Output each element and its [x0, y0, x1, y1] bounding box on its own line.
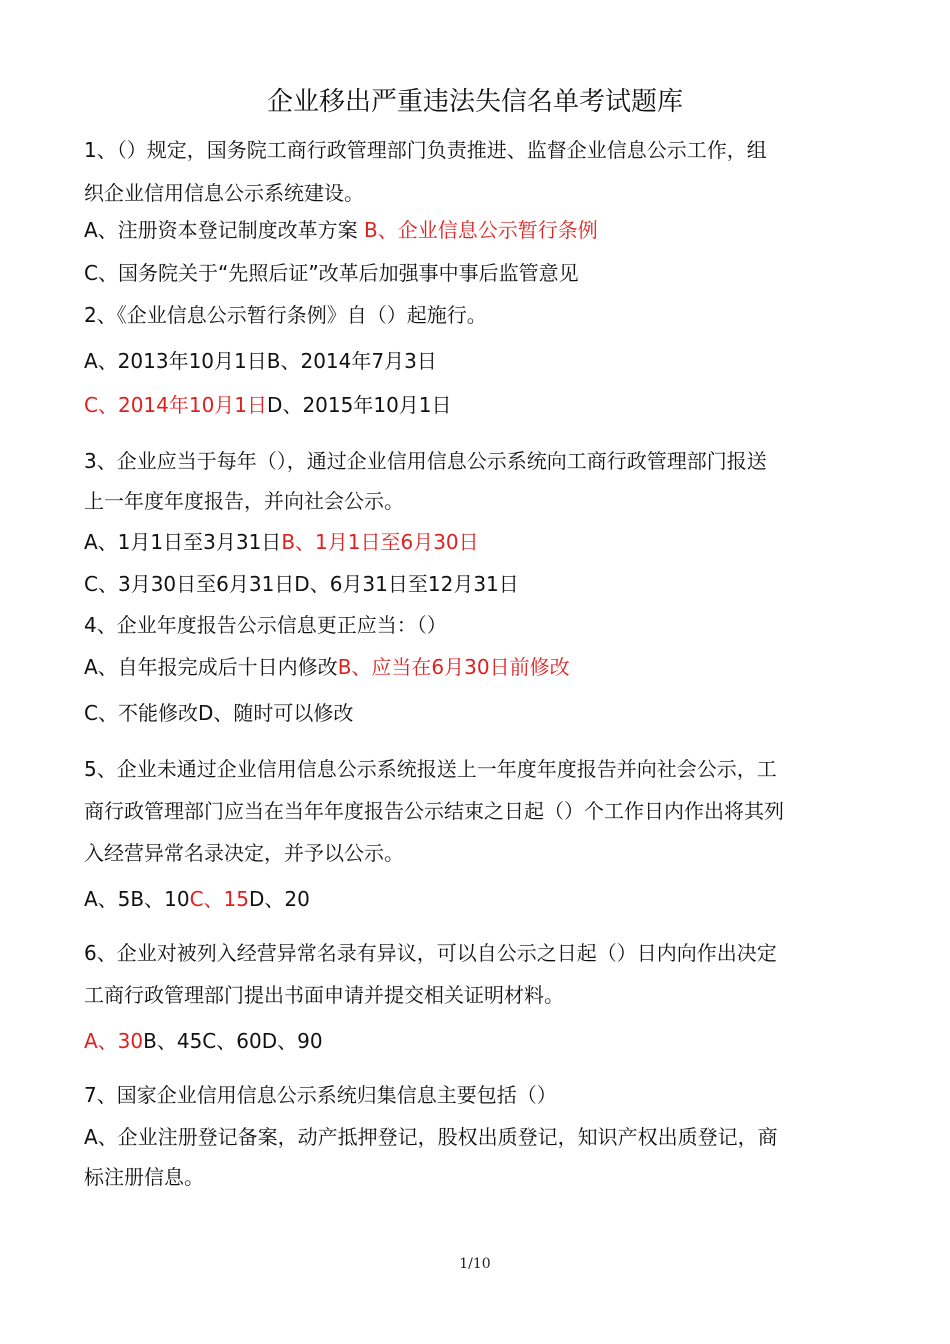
text-segment: A、1月1日至3月31日 — [84, 530, 282, 554]
text-line — [84, 980, 564, 1010]
text-segment: 4、企业年度报告公示信息更正应当：（） — [84, 613, 447, 637]
text-segment: 织企业信用信息公示系统建设。 — [84, 181, 364, 205]
text-segment: C、不能修改D、随时可以修改 — [84, 701, 354, 725]
text-segment: 入经营异常名录决定，并予以公示。 — [84, 841, 404, 865]
text-line — [84, 884, 310, 914]
text-segment: 6、企业对被列入经营异常名录有异议，可以自公示之日起（）日内向作出决定 — [84, 941, 777, 965]
text-segment: A、企业注册登记备案，动产抵押登记，股权出质登记，知识产权出质登记，商 — [84, 1125, 778, 1149]
text-line — [84, 796, 784, 826]
text-line — [84, 446, 767, 476]
document-title: 企业移出严重违法失信名单考试题库 — [266, 87, 683, 117]
text-segment: 7、国家企业信用信息公示系统归集信息主要包括（） — [84, 1083, 557, 1107]
text-segment: C、国务院关于“先照后证”改革后加强事中事后监管意见 — [84, 261, 579, 285]
text-line — [84, 135, 767, 165]
answer-highlight: A、30 — [84, 1029, 144, 1053]
text-segment: C、3月30日至6月31日D、6月31日至12月31日 — [84, 572, 519, 596]
text-segment: 商行政管理部门应当在当年年度报告公示结束之日起（）个工作日内作出将其列 — [84, 799, 784, 823]
text-segment: D、2015年10月1日 — [267, 393, 452, 417]
text-line — [84, 178, 364, 208]
answer-highlight: C、2014年10月1日 — [84, 393, 268, 417]
page-number: 1/10 — [459, 1256, 491, 1272]
text-line — [84, 698, 353, 728]
text-segment: A、注册资本登记制度改革方案 — [84, 218, 365, 242]
text-line — [84, 652, 570, 682]
text-line — [84, 1080, 557, 1110]
text-segment: 1、（）规定，国务院工商行政管理部门负责推进、监督企业信息公示工作，组 — [84, 138, 767, 162]
text-segment: A、5B、10 — [84, 887, 190, 911]
answer-highlight: B、应当在6月30日前修改 — [337, 655, 570, 679]
text-line — [84, 938, 777, 968]
text-line — [84, 486, 404, 516]
text-segment: 5、企业未通过企业信用信息公示系统报送上一年度年度报告并向社会公示，工 — [84, 757, 777, 781]
text-segment: 2、《企业信息公示暂行条例》自（）起施行。 — [84, 303, 487, 327]
text-line — [84, 1122, 778, 1152]
text-line — [84, 258, 579, 288]
text-line — [84, 754, 777, 784]
text-line — [84, 215, 598, 245]
text-line — [84, 569, 519, 599]
text-line — [84, 390, 452, 420]
text-line — [84, 610, 447, 640]
text-line — [84, 527, 479, 557]
answer-highlight: B、1月1日至6月30日 — [281, 530, 479, 554]
text-line — [84, 346, 437, 376]
text-line — [84, 1162, 204, 1192]
text-segment: A、2013年10月1日B、2014年7月3日 — [84, 349, 437, 373]
text-segment: 上一年度年度报告，并向社会公示。 — [84, 489, 404, 513]
text-segment: D、20 — [249, 887, 310, 911]
text-segment: 工商行政管理部门提出书面申请并提交相关证明材料。 — [84, 983, 564, 1007]
text-segment: 标注册信息。 — [84, 1165, 204, 1189]
text-line — [84, 838, 404, 868]
answer-highlight: C、15 — [189, 887, 249, 911]
text-line — [84, 1026, 323, 1056]
text-line — [84, 300, 487, 330]
text-segment: 3、企业应当于每年（），通过企业信用信息公示系统向工商行政管理部门报送 — [84, 449, 767, 473]
answer-highlight: B、企业信息公示暂行条例 — [364, 218, 598, 242]
text-segment: B、45C、60D、90 — [143, 1029, 323, 1053]
text-segment: A、自年报完成后十日内修改 — [84, 655, 338, 679]
